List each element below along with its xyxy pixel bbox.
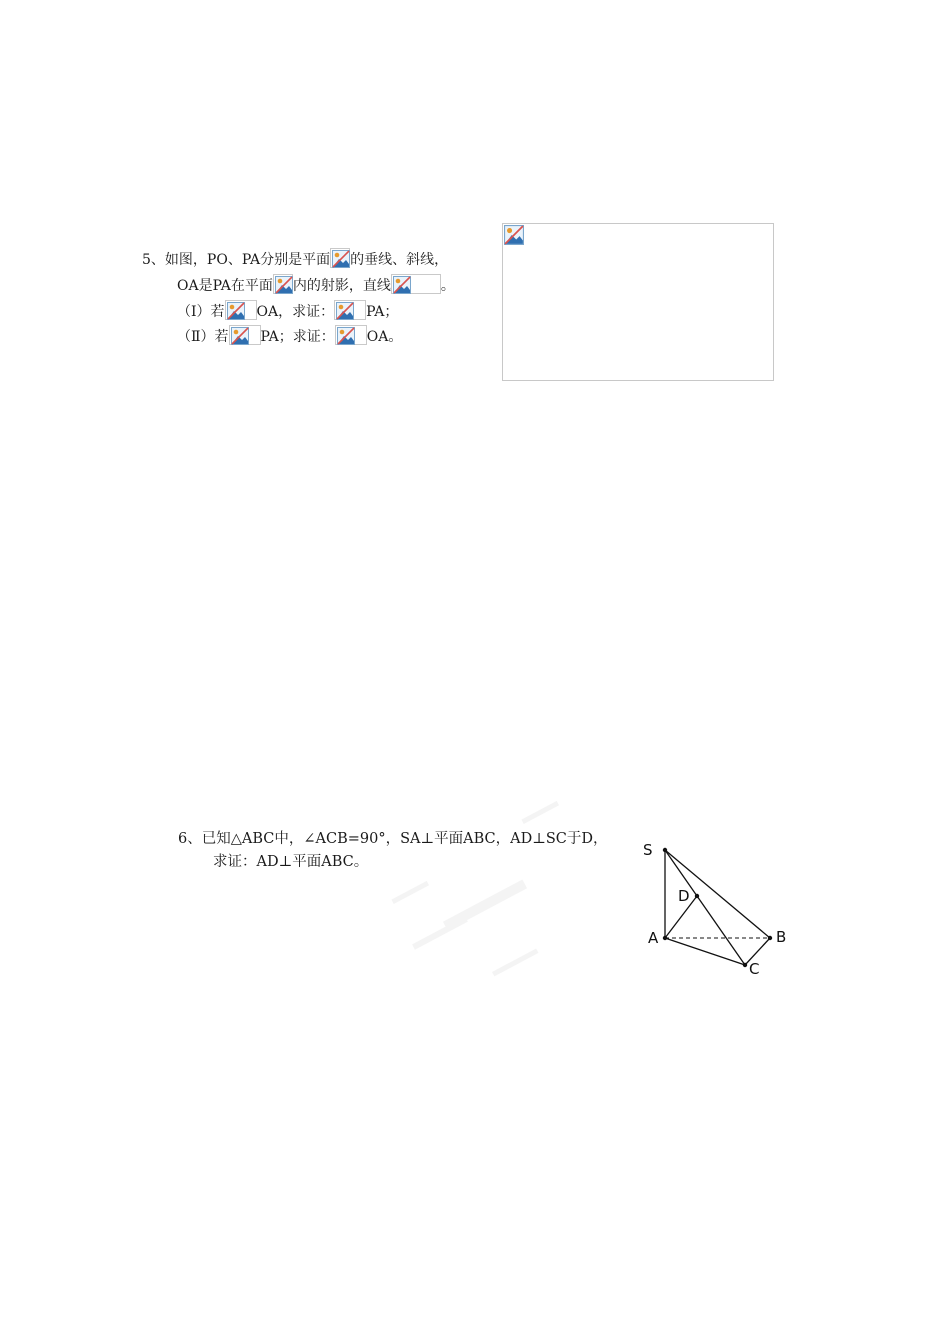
broken-image-icon xyxy=(335,325,367,345)
problem-5-line-2 xyxy=(177,274,455,295)
label-S: S xyxy=(643,841,653,859)
problem-5-figure-placeholder xyxy=(502,223,774,381)
problem-5-part-2-a: （Ⅱ）若 xyxy=(177,329,229,345)
point-S xyxy=(663,848,667,852)
problem-5-part-1-a: （Ⅰ）若 xyxy=(177,304,225,320)
problem-5-text-2a: OA是PA在平面 xyxy=(177,278,273,294)
broken-image-icon xyxy=(334,300,366,320)
broken-image-icon xyxy=(229,325,261,345)
problem-5-part-2 xyxy=(177,325,402,346)
point-D xyxy=(695,894,699,898)
problem-5-part-1 xyxy=(177,300,398,321)
edge-AC xyxy=(665,938,745,965)
problem-5-line-1 xyxy=(142,248,448,269)
point-A xyxy=(663,936,667,940)
label-D: D xyxy=(678,887,690,905)
tetrahedron-diagram xyxy=(630,830,800,980)
problem-5-part-1-c: PA； xyxy=(366,304,399,320)
problem-6-line-1: 6、已知△ABC中，∠ACB=90°，SA⊥平面ABC，AD⊥SC于D， xyxy=(178,831,608,847)
point-B xyxy=(768,936,772,940)
problem-5-part-2-c: OA。 xyxy=(366,329,403,345)
broken-image-icon xyxy=(225,300,257,320)
problem-5-text-1b: 的垂线、斜线， xyxy=(350,252,449,268)
broken-image-icon xyxy=(330,248,350,268)
label-C: C xyxy=(749,960,760,978)
problem-5-part-2-b: PA；求证： xyxy=(260,329,335,345)
broken-image-icon xyxy=(273,274,293,294)
problem-5-text-2b: 内的射影，直线 xyxy=(292,278,391,294)
problem-5-text-1a: 如图，PO、PA分别是平面 xyxy=(164,252,331,268)
watermark-logo xyxy=(370,790,570,1000)
label-B: B xyxy=(776,928,787,946)
broken-image-icon xyxy=(391,274,441,294)
label-A: A xyxy=(648,929,659,947)
problem-5-number: 5、 xyxy=(142,252,165,268)
problem-5-part-1-b: OA，求证： xyxy=(256,304,335,320)
broken-image-icon xyxy=(504,225,524,245)
point-C xyxy=(743,963,747,967)
problem-5-text-2c: 。 xyxy=(440,278,455,294)
problem-6-line-2: 求证：AD⊥平面ABC。 xyxy=(213,854,369,870)
